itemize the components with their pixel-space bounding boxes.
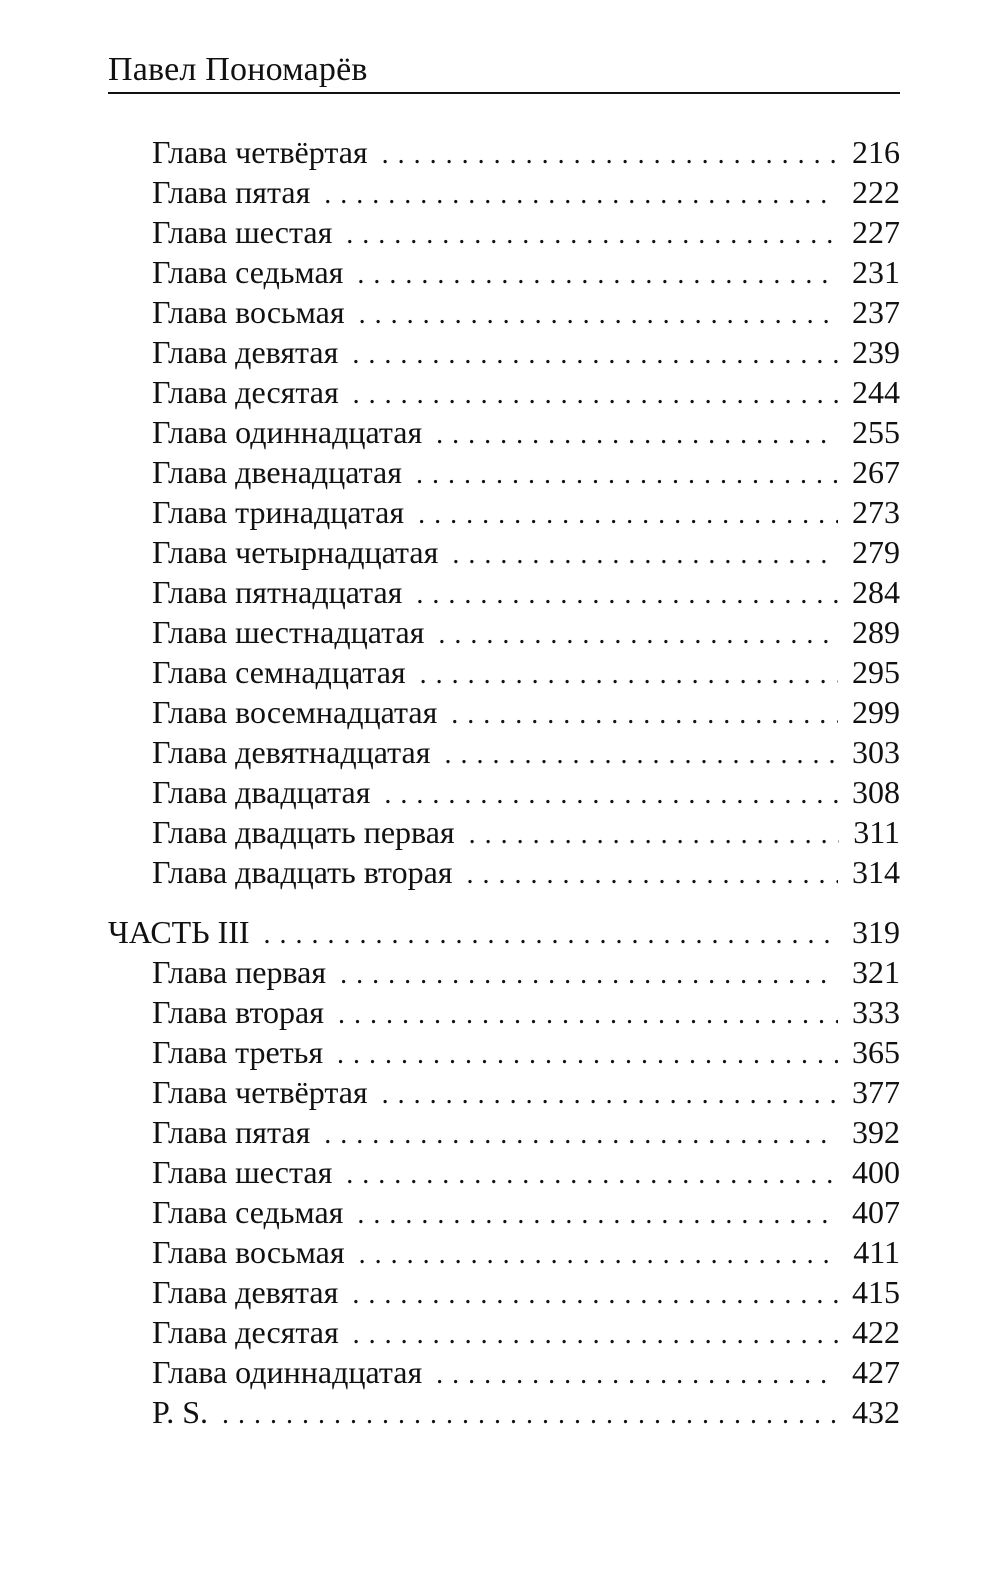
toc-entry-page: 227 — [852, 214, 900, 250]
toc-entry-title: Глава первая — [152, 954, 327, 990]
toc-entry-page: 314 — [852, 854, 900, 890]
dot-leader — [452, 535, 838, 575]
toc-entry-page: 279 — [852, 534, 900, 570]
toc-entry[interactable] — [152, 252, 900, 292]
dot-leader — [264, 915, 838, 955]
toc-entry-title: P. S. — [152, 1394, 209, 1430]
toc-entry[interactable] — [152, 952, 900, 992]
dot-leader — [466, 855, 838, 895]
toc-entry-page: 377 — [852, 1074, 900, 1110]
toc-part-entry[interactable] — [108, 912, 900, 952]
toc-entry-page: 407 — [852, 1194, 900, 1230]
dot-leader — [418, 495, 838, 535]
toc-entry-page: 222 — [852, 174, 900, 210]
toc-entry-title: Глава четвёртая — [152, 134, 368, 170]
toc-entry[interactable] — [152, 1072, 900, 1112]
toc-entry[interactable] — [152, 1232, 900, 1272]
toc-entry-page: 400 — [852, 1154, 900, 1190]
toc-entry-title: Глава девятнадцатая — [152, 734, 431, 770]
toc-entry-page: 415 — [852, 1274, 900, 1310]
toc-entry-page: 239 — [852, 334, 900, 370]
toc-entry-page: 365 — [852, 1034, 900, 1070]
toc-entry[interactable] — [152, 612, 900, 652]
toc-entry-page: 411 — [853, 1234, 900, 1270]
dot-leader — [357, 255, 838, 295]
dot-leader — [420, 655, 838, 695]
toc-entry-title: Глава девятая — [152, 334, 339, 370]
toc-entry-page: 333 — [852, 994, 900, 1030]
toc-entry-title: Глава восьмая — [152, 1234, 345, 1270]
toc-entry[interactable] — [152, 492, 900, 532]
toc-entry-page: 231 — [852, 254, 900, 290]
toc-entry[interactable] — [152, 332, 900, 372]
toc-entry-title: Глава тринадцатая — [152, 494, 405, 530]
dot-leader — [346, 215, 838, 255]
toc-entry[interactable] — [152, 652, 900, 692]
dot-leader — [337, 1035, 838, 1075]
dot-leader — [324, 1115, 838, 1155]
toc-entry-page: 392 — [852, 1114, 900, 1150]
toc-entry-title: Глава двадцать вторая — [152, 854, 453, 890]
toc-entry[interactable] — [152, 852, 900, 892]
dot-leader — [444, 735, 838, 775]
toc-entry-page: 284 — [852, 574, 900, 610]
toc-entry-page: 255 — [852, 414, 900, 450]
toc-entry-page: 308 — [852, 774, 900, 810]
toc-entry[interactable] — [152, 1152, 900, 1192]
toc-entry[interactable] — [152, 772, 900, 812]
toc-entry-title: Глава шестнадцатая — [152, 614, 425, 650]
toc-entry-title: Глава вторая — [152, 994, 324, 1030]
dot-leader — [416, 575, 838, 615]
toc-entry-title: Глава пятая — [152, 1114, 311, 1150]
toc-entry-page: 422 — [852, 1314, 900, 1350]
dot-leader — [353, 1315, 838, 1355]
toc-entry-title: Глава седьмая — [152, 254, 344, 290]
toc-entry[interactable] — [152, 1312, 900, 1352]
toc-part-title: ЧАСТЬ III — [108, 914, 250, 950]
toc-entry-page: 289 — [852, 614, 900, 650]
running-head-rule — [108, 92, 900, 94]
toc-entry-title: Глава пятнадцатая — [152, 574, 403, 610]
toc-part-page: 319 — [852, 914, 900, 950]
dot-leader — [382, 135, 838, 175]
dot-leader — [340, 955, 838, 995]
toc-entry[interactable] — [152, 532, 900, 572]
toc-entry-title: Глава восьмая — [152, 294, 345, 330]
dot-leader — [451, 695, 838, 735]
toc-entry[interactable] — [152, 992, 900, 1032]
dot-leader — [324, 175, 838, 215]
toc-entry[interactable] — [152, 572, 900, 612]
toc-entry-title: Глава четвёртая — [152, 1074, 368, 1110]
toc-entry-page: 303 — [852, 734, 900, 770]
toc-entry-page: 432 — [852, 1394, 900, 1430]
toc-entry[interactable] — [152, 692, 900, 732]
toc-entry-page: 237 — [852, 294, 900, 330]
toc-entry-page: 299 — [852, 694, 900, 730]
toc-entry[interactable] — [152, 292, 900, 332]
dot-leader — [359, 1235, 840, 1275]
toc-entry-page: 321 — [852, 954, 900, 990]
dot-leader — [438, 615, 838, 655]
dot-leader — [436, 1355, 838, 1395]
toc-entry[interactable] — [152, 212, 900, 252]
toc-entry-title: Глава девятая — [152, 1274, 339, 1310]
dot-leader — [359, 295, 838, 335]
toc-entry-title: Глава десятая — [152, 1314, 339, 1350]
toc-entry-page: 244 — [852, 374, 900, 410]
toc-entry-title: Глава шестая — [152, 1154, 333, 1190]
toc-entry-title: Глава седьмая — [152, 1194, 344, 1230]
dot-leader — [469, 815, 840, 855]
toc-entry-title: Глава двадцатая — [152, 774, 371, 810]
toc-entry-title: Глава семнадцатая — [152, 654, 406, 690]
toc-entry[interactable] — [152, 812, 900, 852]
toc-entry-page: 427 — [852, 1354, 900, 1390]
toc-entry[interactable] — [152, 1392, 900, 1432]
toc-entry-title: Глава пятая — [152, 174, 311, 210]
toc-entry-title: Глава десятая — [152, 374, 339, 410]
toc-entry-title: Глава четырнадцатая — [152, 534, 439, 570]
toc-entry[interactable] — [152, 452, 900, 492]
toc-entry-title: Глава двадцать первая — [152, 814, 455, 850]
dot-leader — [357, 1195, 838, 1235]
toc-entry[interactable] — [152, 732, 900, 772]
running-head: Павел Пономарёв — [108, 51, 368, 88]
dot-leader — [222, 1395, 838, 1435]
toc-entry-title: Глава одиннадцатая — [152, 1354, 423, 1390]
toc-entry-title: Глава третья — [152, 1034, 324, 1070]
toc-entry[interactable] — [152, 372, 900, 412]
toc-entry-title: Глава восемнадцатая — [152, 694, 438, 730]
toc-entry-title: Глава одиннадцатая — [152, 414, 423, 450]
toc-entry[interactable] — [152, 132, 900, 172]
dot-leader — [338, 995, 838, 1035]
dot-leader — [382, 1075, 838, 1115]
toc-entry-page: 311 — [853, 814, 900, 850]
toc-entry[interactable] — [152, 1032, 900, 1072]
dot-leader — [346, 1155, 838, 1195]
toc-entry-page: 267 — [852, 454, 900, 490]
toc-entry-page: 273 — [852, 494, 900, 530]
toc-entry-page: 295 — [852, 654, 900, 690]
toc-entry[interactable] — [152, 1272, 900, 1312]
dot-leader — [416, 455, 838, 495]
toc-entry-title: Глава двенадцатая — [152, 454, 402, 490]
toc-entry[interactable] — [152, 412, 900, 452]
toc-entry[interactable] — [152, 172, 900, 212]
dot-leader — [352, 1275, 838, 1315]
dot-leader — [436, 415, 838, 455]
toc-entry-page: 216 — [852, 134, 900, 170]
dot-leader — [353, 375, 838, 415]
dot-leader — [384, 775, 838, 815]
toc-entry[interactable] — [152, 1352, 900, 1392]
toc-entry[interactable] — [152, 1112, 900, 1152]
toc-entry-title: Глава шестая — [152, 214, 333, 250]
dot-leader — [352, 335, 838, 375]
toc-entry[interactable] — [152, 1192, 900, 1232]
